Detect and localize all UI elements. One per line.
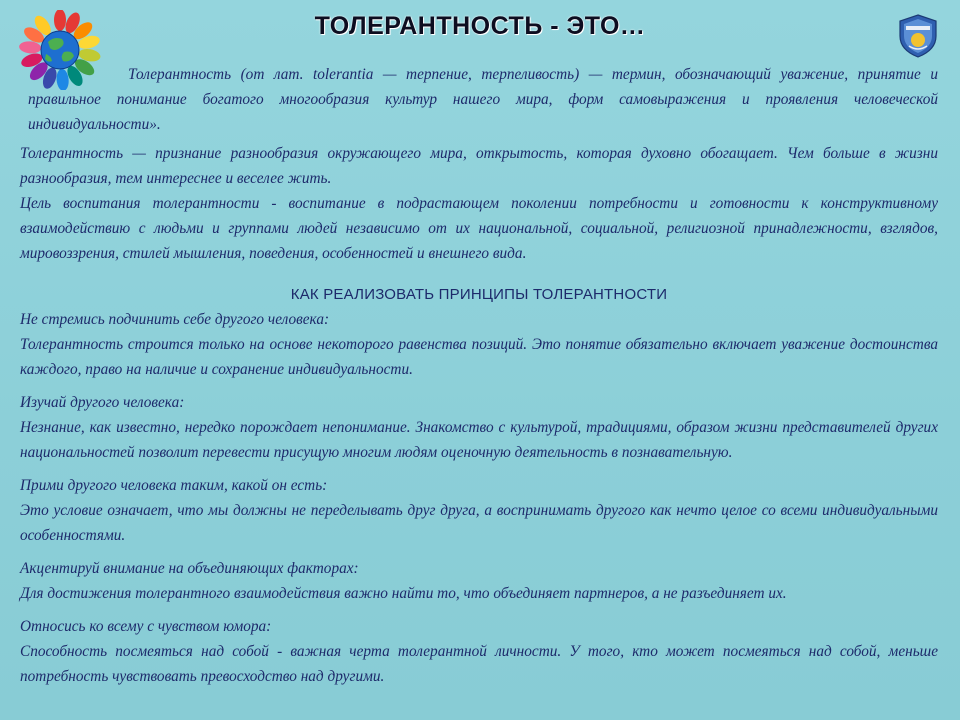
principle-heading: Не стремись подчинить себе другого человека: <box>20 311 330 328</box>
principle-item <box>20 614 938 689</box>
goal-paragraph: Цель воспитания толерантности - воспитание в подрастающем поколении потребности и готовности к конструктивному взаимодействию с людьми и группами людей независимо от их национальной, социальной, религиозной принадлежности, взглядов, мировоззрения, стилей мышления, поведения, особенностей и внешнего вида. <box>20 195 938 262</box>
principle-text: Способность посмеяться над собой - важная черта толерантной личности. У того, кто может посмеяться над собой, меньше потребность чувствовать превосходство над другими. <box>20 643 938 685</box>
principle-item <box>20 307 938 382</box>
principle-text: Незнание, как известно, нередко порождает непонимание. Знакомство с культурой, традициями, образом жизни представителей других национальностей позволит перевести присущую многим людям оценочную деятельность в познавательную. <box>20 419 938 461</box>
principle-item <box>20 556 938 606</box>
principle-heading: Относись ко всему с чувством юмора: <box>20 618 272 635</box>
principle-heading: Изучай другого человека: <box>20 394 185 411</box>
intro-paragraph: Толерантность (от лат. tolerantia — терпение, терпеливость) — термин, обозначающий уважение, принятие и правильное понимание богатого многообразия культур нашего мира, форм самовыражения и проявления человеческой индивидуальности». <box>28 66 938 133</box>
principle-item <box>20 473 938 548</box>
principle-item <box>20 390 938 465</box>
section-subtitle: КАК РЕАЛИЗОВАТЬ ПРИНЦИПЫ ТОЛЕРАНТНОСТИ <box>290 286 668 303</box>
page-title: ТОЛЕРАНТНОСТЬ - ЭТО… <box>314 12 646 40</box>
principle-heading: Акцентируй внимание на объединяющих факторах: <box>20 560 359 577</box>
principle-heading: Прими другого человека таким, какой он есть: <box>20 477 328 494</box>
principle-text: Это условие означает, что мы должны не переделывать друг друга, а воспринимать другого как нечто целое со всеми индивидуальными особенностями. <box>20 502 938 544</box>
principle-text: Толерантность строится только на основе некоторого равенства позиций. Это понятие обязательно включает уважение достоинства каждого, право на наличие и сохранение индивидуальности. <box>20 336 938 378</box>
slide-body <box>20 62 938 689</box>
principle-text: Для достижения толерантного взаимодействия важно найти то, что объединяет партнеров, а не разъединяет их. <box>20 585 787 602</box>
definition-paragraph: Толерантность — признание разнообразия окружающего мира, открытость, которая духовно обогащает. Чем больше в жизни разнообразия, тем интереснее и веселее жить. <box>20 145 938 187</box>
